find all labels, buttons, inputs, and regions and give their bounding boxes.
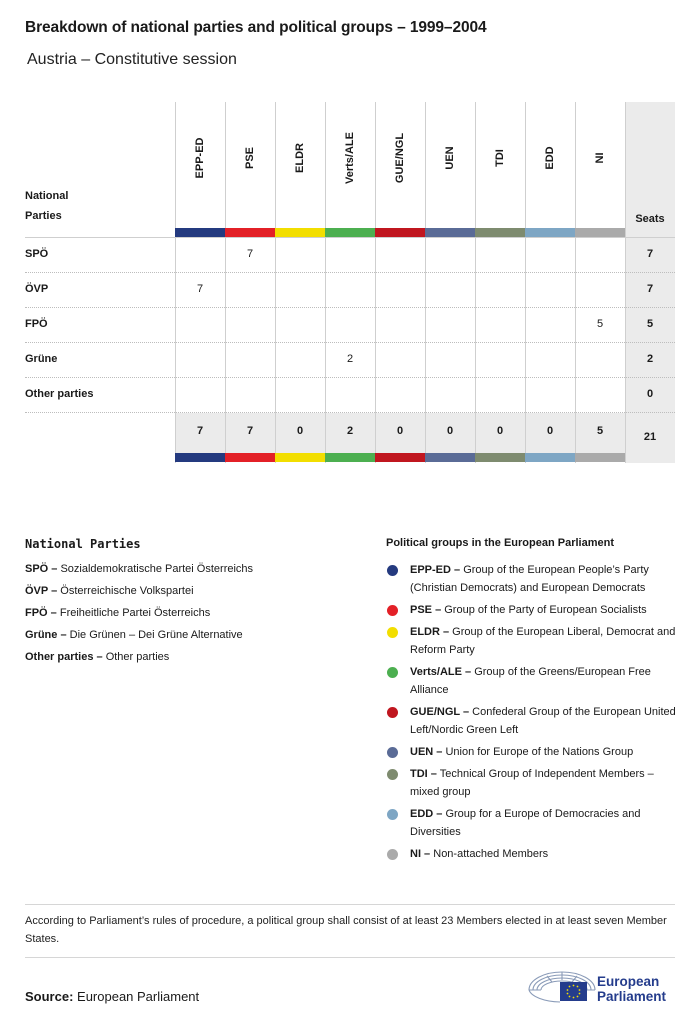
group-header-tdi	[475, 102, 525, 228]
group-header-gue-ngl	[375, 102, 425, 228]
divider	[25, 904, 675, 905]
group-color-strip	[225, 453, 275, 462]
group-total: 0	[296, 425, 304, 437]
group-total: 7	[196, 425, 204, 437]
group-color-dot-icon	[387, 627, 398, 638]
group-header-label: EPP-ED	[194, 137, 206, 179]
group-color-dot-icon	[387, 809, 398, 820]
group-header-label: NI	[594, 152, 606, 164]
group-total: 0	[396, 425, 404, 437]
group-color-dot-icon	[387, 707, 398, 718]
row-divider	[25, 342, 675, 343]
group-color-dot-icon	[387, 605, 398, 616]
rules-note: According to Parliament’s rules of procedure, a political group shall consist of at least 23 Members elected in at least seven Member States.	[25, 915, 667, 945]
group-color-strip	[525, 228, 575, 237]
divider	[25, 957, 675, 958]
group-color-strip	[475, 453, 525, 462]
group-color-strip	[225, 228, 275, 237]
national-parties-header: National Parties	[25, 190, 69, 222]
group-color-strip	[475, 228, 525, 237]
group-header-uen	[425, 102, 475, 228]
group-header-label: TDI	[494, 149, 506, 167]
page-subtitle: Austria – Constitutive session	[27, 51, 237, 68]
seat-cell: 7	[196, 283, 204, 295]
seat-cell: 7	[246, 248, 254, 260]
party-row-label: ÖVP	[25, 283, 49, 295]
party-seat-total: 7	[646, 248, 654, 260]
group-header-edd	[525, 102, 575, 228]
party-seat-total: 7	[646, 283, 654, 295]
group-color-dot-icon	[387, 747, 398, 758]
source: Source: European Parliament	[25, 989, 200, 1004]
header-divider	[25, 237, 675, 238]
group-color-dot-icon	[387, 565, 398, 576]
grand-total: 21	[643, 431, 657, 443]
group-color-strip	[525, 453, 575, 462]
national-party-legend-item: ÖVP – Österreichische Volkspartei	[25, 585, 194, 597]
group-total: 0	[546, 425, 554, 437]
group-header-verts-ale	[325, 102, 375, 228]
group-total: 5	[596, 425, 604, 437]
party-seat-total: 0	[646, 388, 654, 400]
group-header-label: PSE	[244, 146, 256, 170]
group-header-label: ELDR	[294, 143, 306, 173]
party-row-label: Other parties	[25, 388, 94, 400]
group-total: 0	[446, 425, 454, 437]
group-header-eldr	[275, 102, 325, 228]
national-parties-legend-title: National Parties	[25, 537, 141, 551]
group-total: 0	[496, 425, 504, 437]
group-total: 7	[246, 425, 254, 437]
group-color-strip	[275, 453, 325, 462]
seat-cell: 2	[346, 353, 354, 365]
group-header-label: Verts/ALE	[344, 132, 356, 184]
row-divider	[25, 377, 675, 378]
row-divider	[25, 272, 675, 273]
breakdown-table	[0, 0, 700, 470]
group-color-dot-icon	[387, 849, 398, 860]
group-color-strip	[375, 453, 425, 462]
group-color-strip	[425, 228, 475, 237]
party-row-label: FPÖ	[25, 318, 48, 330]
group-color-strip	[175, 228, 225, 237]
party-row-label: Grüne	[25, 353, 58, 365]
group-header-epp-ed	[175, 102, 225, 228]
group-header-label: EDD	[544, 146, 556, 170]
group-header-label: GUE/NGL	[394, 132, 406, 184]
national-party-legend-item: FPÖ – Freiheitliche Partei Österreichs	[25, 607, 211, 619]
party-row-label: SPÖ	[25, 248, 49, 260]
seats-header: Seats	[635, 213, 665, 225]
national-party-legend-item: SPÖ – Sozialdemokratische Partei Österreichs	[25, 563, 254, 575]
party-seat-total: 5	[646, 318, 654, 330]
national-party-legend-item: Other parties – Other parties	[25, 651, 170, 663]
group-color-strip	[425, 453, 475, 462]
row-divider	[25, 412, 675, 413]
party-seat-total: 2	[646, 353, 654, 365]
page-title: Breakdown of national parties and political groups – 1999–2004	[25, 19, 487, 36]
logo-text-line1: European	[597, 974, 660, 989]
logo-text-line2: Parliament	[597, 989, 667, 1004]
group-color-strip	[325, 228, 375, 237]
national-party-legend-item: Grüne – Die Grünen – Dei Grüne Alternative	[25, 629, 243, 641]
group-color-dot-icon	[387, 667, 398, 678]
group-header-pse	[225, 102, 275, 228]
hemicycle-icon	[527, 966, 597, 1006]
group-color-strip	[575, 453, 625, 462]
group-color-strip	[575, 228, 625, 237]
group-color-dot-icon	[387, 769, 398, 780]
seat-cell: 5	[596, 318, 604, 330]
group-color-strip	[175, 453, 225, 462]
group-color-strip	[325, 453, 375, 462]
row-divider	[25, 307, 675, 308]
political-groups-legend-title: Political groups in the European Parliament	[386, 537, 614, 549]
group-header-label: UEN	[444, 146, 456, 170]
group-header-ni	[575, 102, 625, 228]
group-color-strip	[275, 228, 325, 237]
group-total: 2	[346, 425, 354, 437]
group-color-strip	[375, 228, 425, 237]
